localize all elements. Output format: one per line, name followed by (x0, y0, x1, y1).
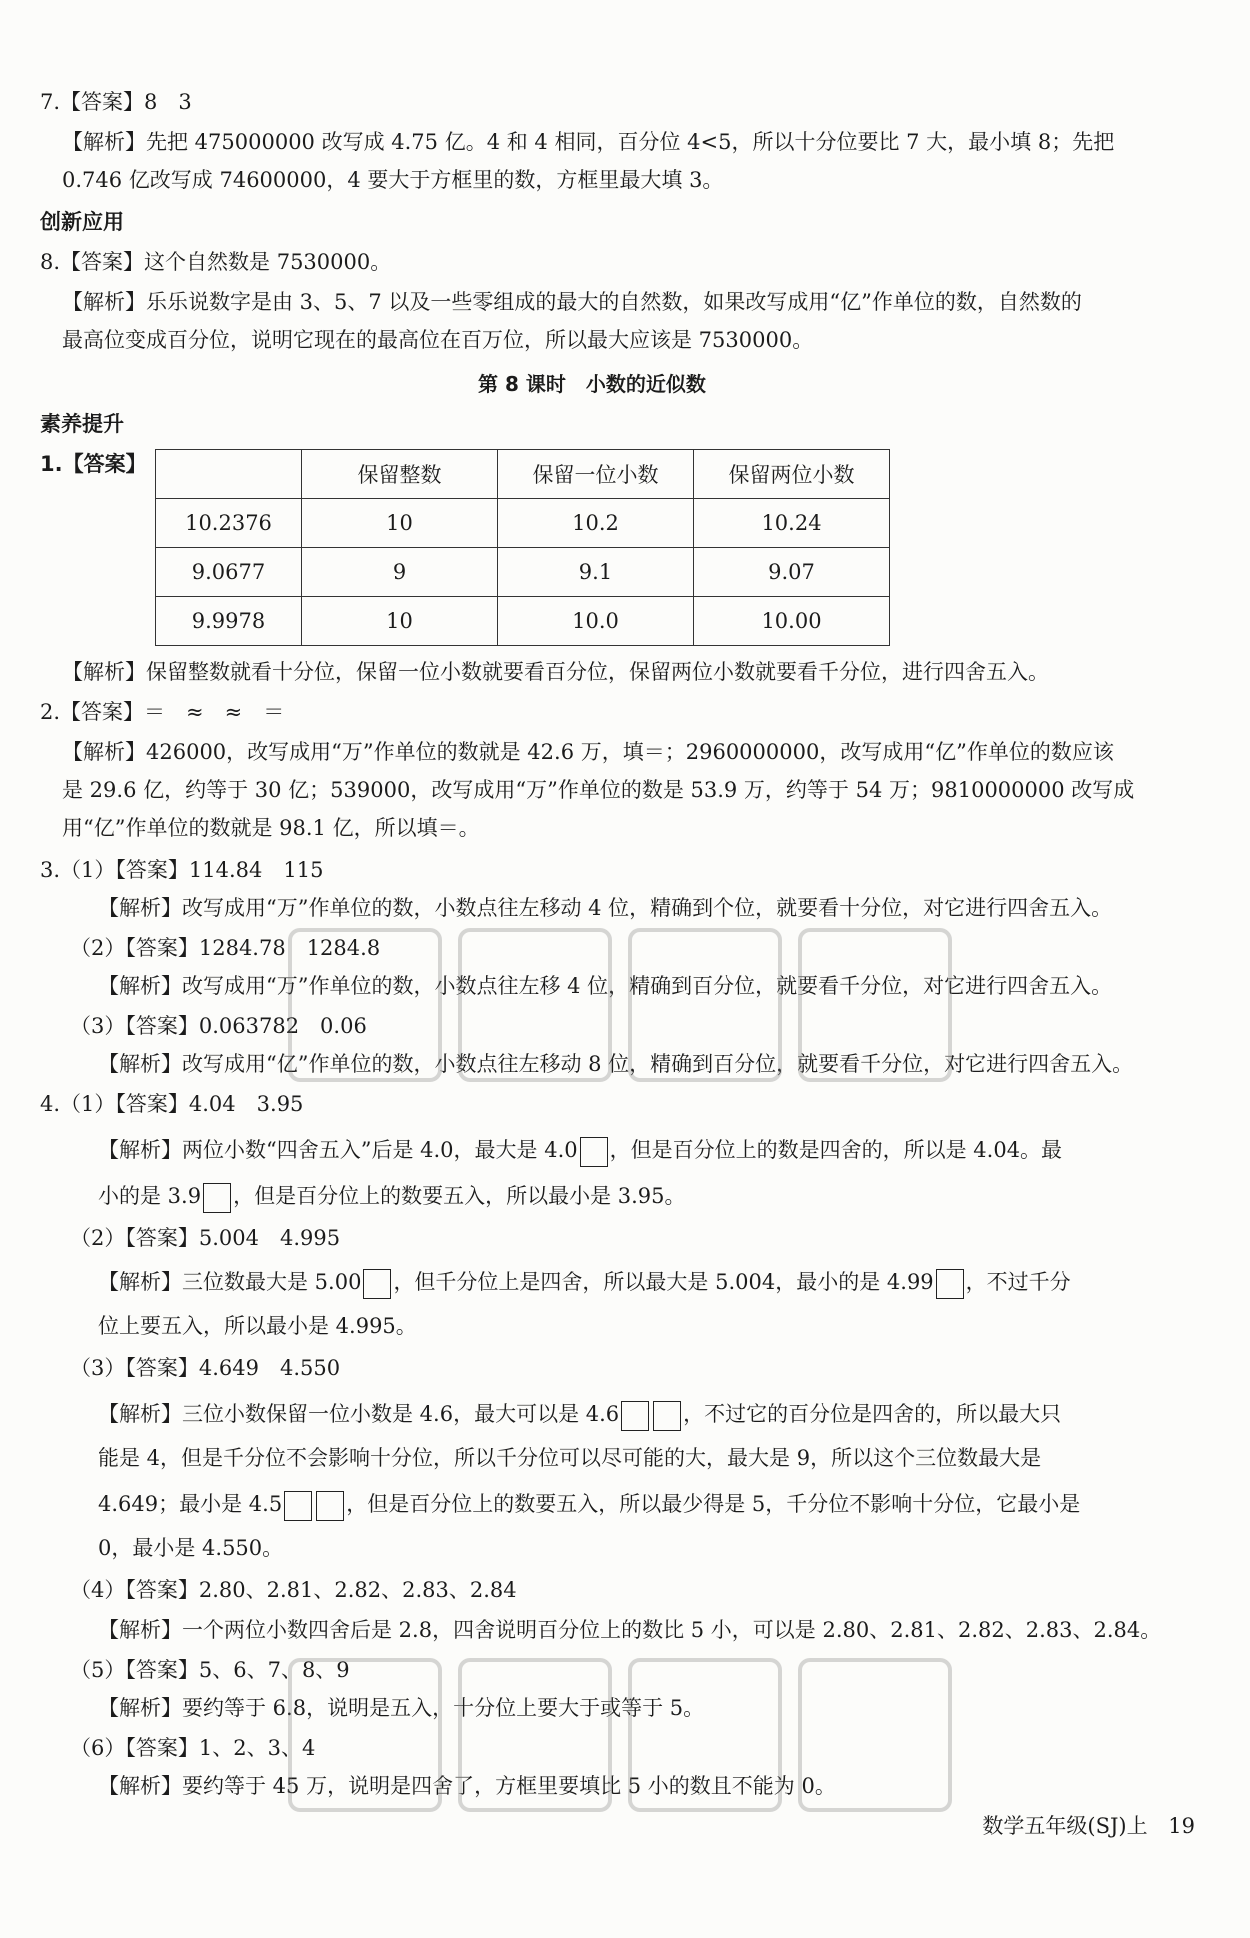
table-cell: 9.0677 (156, 548, 302, 597)
q4-6-analysis: 【解析】要约等于 45 万，说明是四舍了，方框里要填比 5 小的数且不能为 0。 (98, 1774, 836, 1798)
q4-6-answer: （6）【答案】1、2、3、4 (70, 1736, 316, 1760)
q4-4-answer: （4）【答案】2.80、2.81、2.82、2.83、2.84 (70, 1578, 517, 1602)
q3-1-analysis: 【解析】改写成用“万”作单位的数，小数点往左移动 4 位，精确到个位，就要看十分位，对它进行四舍五入。 (98, 896, 1113, 920)
book-title: 数学五年级(SJ)上 (982, 1814, 1148, 1838)
lesson-title: 第 8 课时 小数的近似数 (478, 372, 706, 396)
q4-5-analysis: 【解析】要约等于 6.8，说明是五入，十分位上要大于或等于 5。 (98, 1696, 705, 1720)
section-heading-innovation: 创新应用 (40, 210, 124, 234)
watermark-stroke (290, 1660, 440, 1810)
section-heading-literacy: 素养提升 (40, 412, 124, 436)
q3-2-answer: （2）【答案】1284.78 1284.8 (70, 936, 381, 960)
watermark-stroke (800, 1660, 950, 1810)
q4-2-analysis-cont: 位上要五入，所以最小是 4.995。 (98, 1314, 417, 1338)
table-header-cell: 保留一位小数 (498, 450, 694, 499)
table-cell: 9 (302, 548, 498, 597)
text-segment: ，不过它的百分位是四舍的，所以最大只 (683, 1402, 1062, 1426)
q8-answer: 8.【答案】这个自然数是 7530000。 (40, 250, 392, 274)
q4-4-analysis: 【解析】一个两位小数四舍后是 2.8，四舍说明百分位上的数比 5 小，可以是 2.80、2.81、2.82、2.83、2.84。 (98, 1618, 1162, 1642)
q4-3-answer: （3）【答案】4.649 4.550 (70, 1356, 341, 1380)
q3-1-answer: 3.（1）【答案】114.84 115 (40, 858, 324, 882)
q4-5-answer: （5）【答案】5、6、7、8、9 (70, 1658, 350, 1682)
q1-answer-label: 1.【答案】 (40, 452, 147, 476)
q7-answer: 7.【答案】8 3 (40, 90, 192, 114)
q2-analysis-cont: 用“亿”作单位的数就是 98.1 亿，所以填＝。 (62, 816, 480, 840)
table-cell: 10.2376 (156, 499, 302, 548)
text-segment: 小的是 3.9 (98, 1184, 202, 1208)
q7-analysis-cont: 0.746 亿改写成 74600000，4 要大于方框里的数，方框里最大填 3。 (62, 168, 724, 192)
watermark-stroke (460, 930, 610, 1080)
table-cell: 10 (302, 597, 498, 646)
table-cell: 10.24 (694, 499, 890, 548)
q8-analysis-cont: 最高位变成百分位，说明它现在的最高位在百万位，所以最大应该是 7530000。 (62, 328, 814, 352)
table-cell: 10 (302, 499, 498, 548)
q2-analysis: 【解析】426000，改写成用“万”作单位的数就是 42.6 万，填＝；2960000000，改写成用“亿”作单位的数应该 (62, 740, 1114, 764)
table-header-cell: 保留两位小数 (694, 450, 890, 499)
text-segment: 【解析】两位小数“四舍五入”后是 4.0，最大是 4.0 (98, 1138, 578, 1162)
text-segment: ，但千分位上是四舍，所以最大是 5.004，最小的是 4.99 (393, 1270, 934, 1294)
q8-analysis: 【解析】乐乐说数字是由 3、5、7 以及一些零组成的最大的自然数，如果改写成用“亿”作单位的数，自然数的 (62, 290, 1082, 314)
text-segment: ，但是百分位上的数要五入，所以最小是 3.95。 (233, 1184, 686, 1208)
q7-analysis: 【解析】先把 475000000 改写成 4.75 亿。4 和 4 相同，百分位 4<5，所以十分位要比 7 大，最小填 8；先把 (62, 130, 1115, 154)
text-segment: 4.649；最小是 4.5 (98, 1492, 283, 1516)
watermark-stroke (800, 930, 950, 1080)
page-number: 19 (1168, 1814, 1195, 1838)
table-cell: 9.9978 (156, 597, 302, 646)
watermark-stroke (290, 930, 440, 1080)
table-cell: 9.07 (694, 548, 890, 597)
q4-1-answer: 4.（1）【答案】4.04 3.95 (40, 1092, 304, 1116)
watermark-stroke (630, 930, 780, 1080)
text-segment: 【解析】三位小数保留一位小数是 4.6，最大可以是 4.6 (98, 1402, 620, 1426)
text-segment: ，但是百分位上的数是四舍的，所以是 4.04。最 (609, 1138, 1063, 1162)
watermark-stroke (460, 1660, 610, 1810)
q4-3-analysis-cont: 能是 4，但是千分位不会影响十分位，所以千分位可以尽可能的大，最大是 9，所以这个三位数最大是 (98, 1446, 1042, 1470)
table-cell: 9.1 (498, 548, 694, 597)
q2-answer: 2.【答案】＝ ≈ ≈ ＝ (40, 700, 285, 724)
table-cell: 10.0 (498, 597, 694, 646)
table-cell: 10.00 (694, 597, 890, 646)
q2-analysis-cont: 是 29.6 亿，约等于 30 亿；539000，改写成用“万”作单位的数是 53.9 万，约等于 54 万；9810000000 改写成 (62, 778, 1135, 802)
text-segment: ，但是百分位上的数要五入，所以最少得是 5，千分位不影响十分位，它最小是 (346, 1492, 1081, 1516)
q3-2-analysis: 【解析】改写成用“万”作单位的数，小数点往左移 4 位，精确到百分位，就要看千分位，对它进行四舍五入。 (98, 974, 1113, 998)
table-cell: 10.2 (498, 499, 694, 548)
q3-3-analysis: 【解析】改写成用“亿”作单位的数，小数点往左移动 8 位，精确到百分位，就要看千分位，对它进行四舍五入。 (98, 1052, 1134, 1076)
table-header-cell: 保留整数 (302, 450, 498, 499)
text-segment: ，不过千分 (965, 1270, 1071, 1294)
text-segment: 【解析】三位数最大是 5.00 (98, 1270, 362, 1294)
watermark-stroke (630, 1660, 780, 1810)
q3-3-answer: （3）【答案】0.063782 0.06 (70, 1014, 367, 1038)
q4-3-analysis-cont: 0，最小是 4.550。 (98, 1536, 284, 1560)
q1-analysis: 【解析】保留整数就看十分位，保留一位小数就要看百分位，保留两位小数就要看千分位，进行四舍五入。 (62, 660, 1049, 684)
q4-2-answer: （2）【答案】5.004 4.995 (70, 1226, 341, 1250)
